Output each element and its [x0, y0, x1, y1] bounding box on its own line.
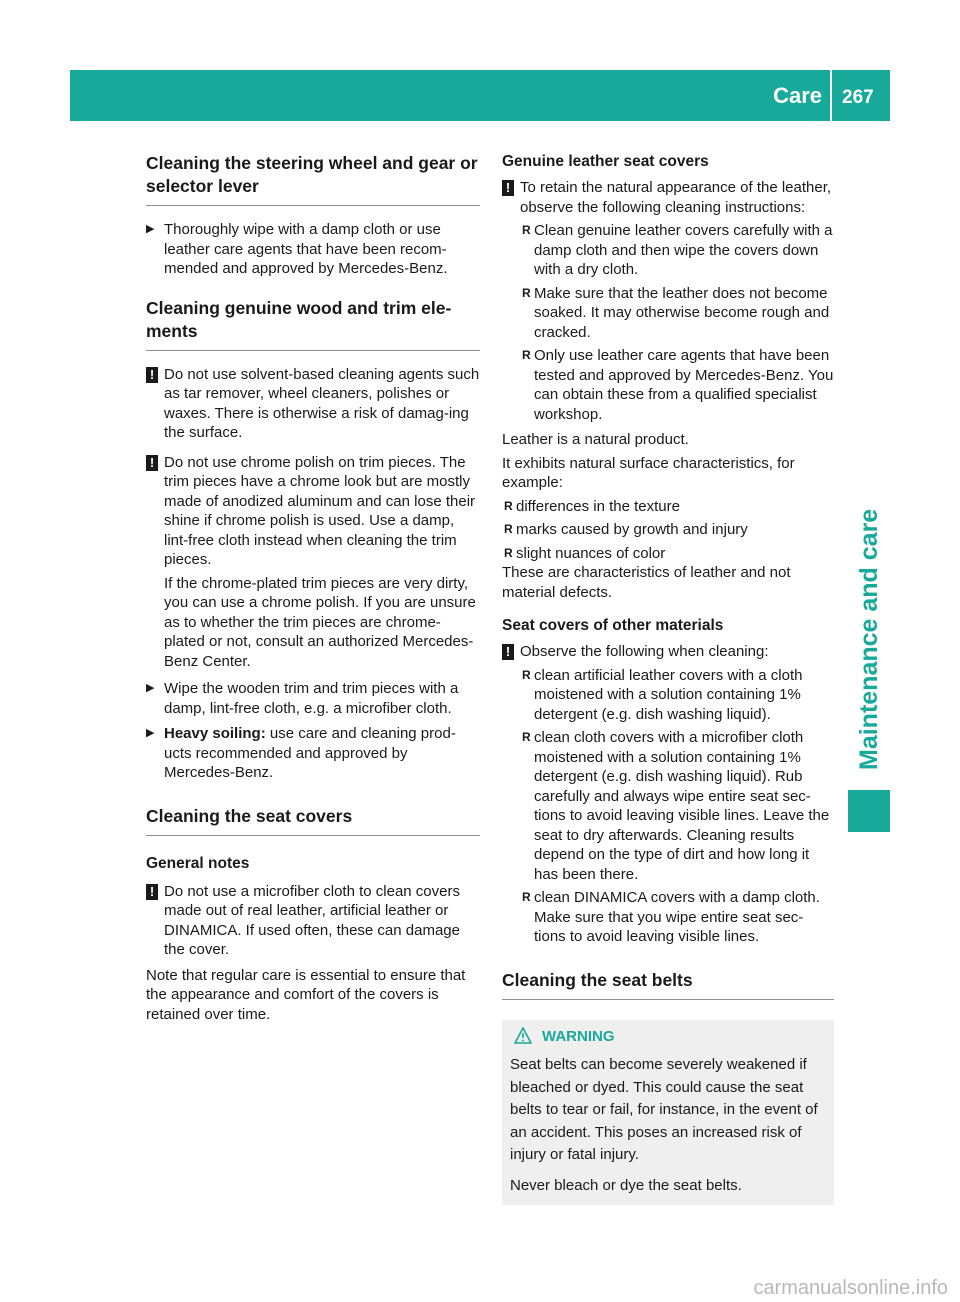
right-column: [502, 152, 834, 1205]
bullet-icon: R: [522, 890, 531, 904]
note-microfiber-text: Do not use a microfiber cloth to clean covers made out of real leather, artificial leather or DINAMICA. If used often, these can damage the cover.: [164, 882, 460, 958]
other-bullet-text: clean cloth covers with a microfiber cloth moistened with a solution containing 1% detergent (e.g. dish washing liquid). Rub carefully and always wipe entire seat sec-tions to avoid leaving visible lines. Leave the seat to dry afterwards. Cleaning results depend on the type of dirt and how long it has been there.: [534, 729, 830, 883]
heading-seat-covers: Cleaning the seat covers: [146, 805, 480, 836]
other-bullet-3: [502, 888, 834, 947]
bullet-icon: R: [522, 667, 531, 682]
bullet-icon: R: [522, 730, 531, 744]
leather-bullet-2: [502, 284, 834, 343]
other-bullet-1: [502, 666, 834, 725]
left-column: [146, 152, 480, 1024]
note-icon: !: [146, 884, 158, 900]
para-characteristics: It exhibits natural surface characteristics, for example:: [502, 454, 795, 491]
note-leather-text: To retain the natural appearance of the leather, observe the following cleaning instructions:: [520, 179, 832, 216]
heading-leather-covers: Genuine leather seat covers: [502, 153, 709, 170]
bullet-icon: R: [504, 498, 513, 513]
warning-box: [502, 1020, 834, 1206]
note-icon: !: [146, 367, 158, 383]
other-bullet-text: clean DINAMICA covers with a damp cloth. Make sure that you wipe entire seat sec-tions to avoid leaving visible lines.: [534, 889, 820, 945]
other-bullet-text: clean artificial leather covers with a cloth moistened with a solution containing 1% detergent (e.g. dish washing liquid).: [534, 666, 803, 723]
char-bullet-2: [502, 520, 834, 540]
step-wipe-text: Wipe the wooden trim and trim pieces with a damp, lint-free cloth, e.g. a microfiber cloth.: [164, 680, 459, 717]
note-icon: !: [146, 455, 158, 471]
bullet-icon: R: [522, 285, 531, 300]
bullet-icon: R: [522, 348, 531, 362]
note-solvent: [146, 365, 480, 443]
warning-title: WARNING: [542, 1027, 615, 1045]
step-arrow-icon: ▶: [146, 682, 155, 694]
note-chrome-text-2: If the chrome-plated trim pieces are very dirty, you can use a chrome polish. If you are unsure as to whether the trim pieces are chrome-plated or not, consult an authorized Mercedes-Benz Center.: [164, 574, 476, 670]
step-heavy-text: use care and cleaning prod-ucts recommended and approved by Mercedes-Benz.: [164, 725, 456, 781]
para-regular-care: Note that regular care is essential to ensure that the appearance and comfort of the covers is retained over time.: [146, 966, 466, 1023]
char-bullet-text: slight nuances of color: [516, 544, 666, 562]
char-bullet-text: differences in the texture: [516, 497, 680, 515]
heading-other-materials: Seat covers of other materials: [502, 617, 724, 634]
step-steering-text: Thoroughly wipe with a damp cloth or use leather care agents that have been recom-mended and approved by Mercedes-Benz.: [164, 221, 448, 277]
note-icon: !: [502, 180, 514, 196]
step-heavy-soiling: [146, 724, 480, 783]
header-bar: [70, 70, 890, 121]
char-bullet-1: [502, 497, 834, 517]
note-icon: !: [502, 644, 514, 660]
section-title: Care: [773, 83, 822, 108]
heading-seat-belts: Cleaning the seat belts: [502, 969, 834, 1000]
char-bullet-text: marks caused by growth and injury: [516, 521, 748, 538]
warning-title-row: [510, 1026, 826, 1049]
header-separator: [830, 70, 832, 121]
bullet-icon: R: [522, 223, 531, 237]
note-solvent-text: Do not use solvent-based cleaning agents such as tar remover, wheel cleaners, polishes or waxes. There is otherwise a risk of damag-ing the surface.: [164, 365, 480, 441]
step-heavy-label: Heavy soiling:: [164, 725, 266, 742]
para-natural-product: Leather is a natural product.: [502, 431, 689, 448]
para-defects: These are characteristics of leather and not material defects.: [502, 564, 791, 601]
other-bullet-2: [502, 728, 834, 884]
warning-text-2: Never bleach or dye the seat belts.: [510, 1176, 742, 1194]
bullet-icon: R: [504, 545, 513, 560]
bullet-icon: R: [504, 522, 513, 536]
note-chrome-text: Do not use chrome polish on trim pieces. The trim pieces have a chrome look but are mostly made of anodized aluminum and can lose their shine if chrome polish is used. Use a damp, lint-free cloth instead when cleaning the trim pieces.: [164, 453, 476, 568]
leather-bullet-1: [502, 221, 834, 280]
leather-bullet-text: Only use leather care agents that have been tested and approved by Mercedes-Benz. You can obtain these from a qualified specialist workshop.: [534, 347, 834, 423]
leather-bullet-text: Make sure that the leather does not become soaked. It may otherwise become rough and cracked.: [534, 284, 830, 341]
step-steering: [146, 220, 480, 279]
page-number: 267: [842, 87, 874, 108]
step-arrow-icon: ▶: [146, 223, 155, 235]
step-arrow-icon: ▶: [146, 727, 155, 739]
step-wipe: [146, 679, 480, 718]
warning-text: Seat belts can become severely weakened if bleached or dyed. This could cause the seat belts to tear or fail, for instance, in the event of an accident. This poses an increased risk of injury or fatal injury.: [510, 1056, 818, 1163]
note-leather: [502, 178, 834, 217]
heading-wood-trim: Cleaning genuine wood and trim ele-ments: [146, 297, 480, 351]
leather-bullet-text: Clean genuine leather covers carefully with a damp cloth and then wipe the covers down with a dry cloth.: [534, 222, 833, 278]
note-microfiber: [146, 882, 480, 960]
chapter-tab: [848, 320, 890, 770]
leather-bullet-3: [502, 346, 834, 424]
char-bullet-3: [502, 544, 834, 564]
warning-triangle-icon: [514, 1027, 532, 1044]
chapter-marker: [848, 790, 890, 832]
note-chrome: [146, 453, 480, 672]
note-other: [502, 642, 834, 662]
watermark: carmanualsonline.info: [753, 1277, 948, 1299]
heading-general-notes: General notes: [146, 854, 250, 872]
chapter-tab-label: Maintenance and care: [855, 508, 883, 770]
note-other-text: Observe the following when cleaning:: [520, 643, 769, 660]
heading-steering-wheel: Cleaning the steering wheel and gear or selector lever: [146, 152, 480, 206]
